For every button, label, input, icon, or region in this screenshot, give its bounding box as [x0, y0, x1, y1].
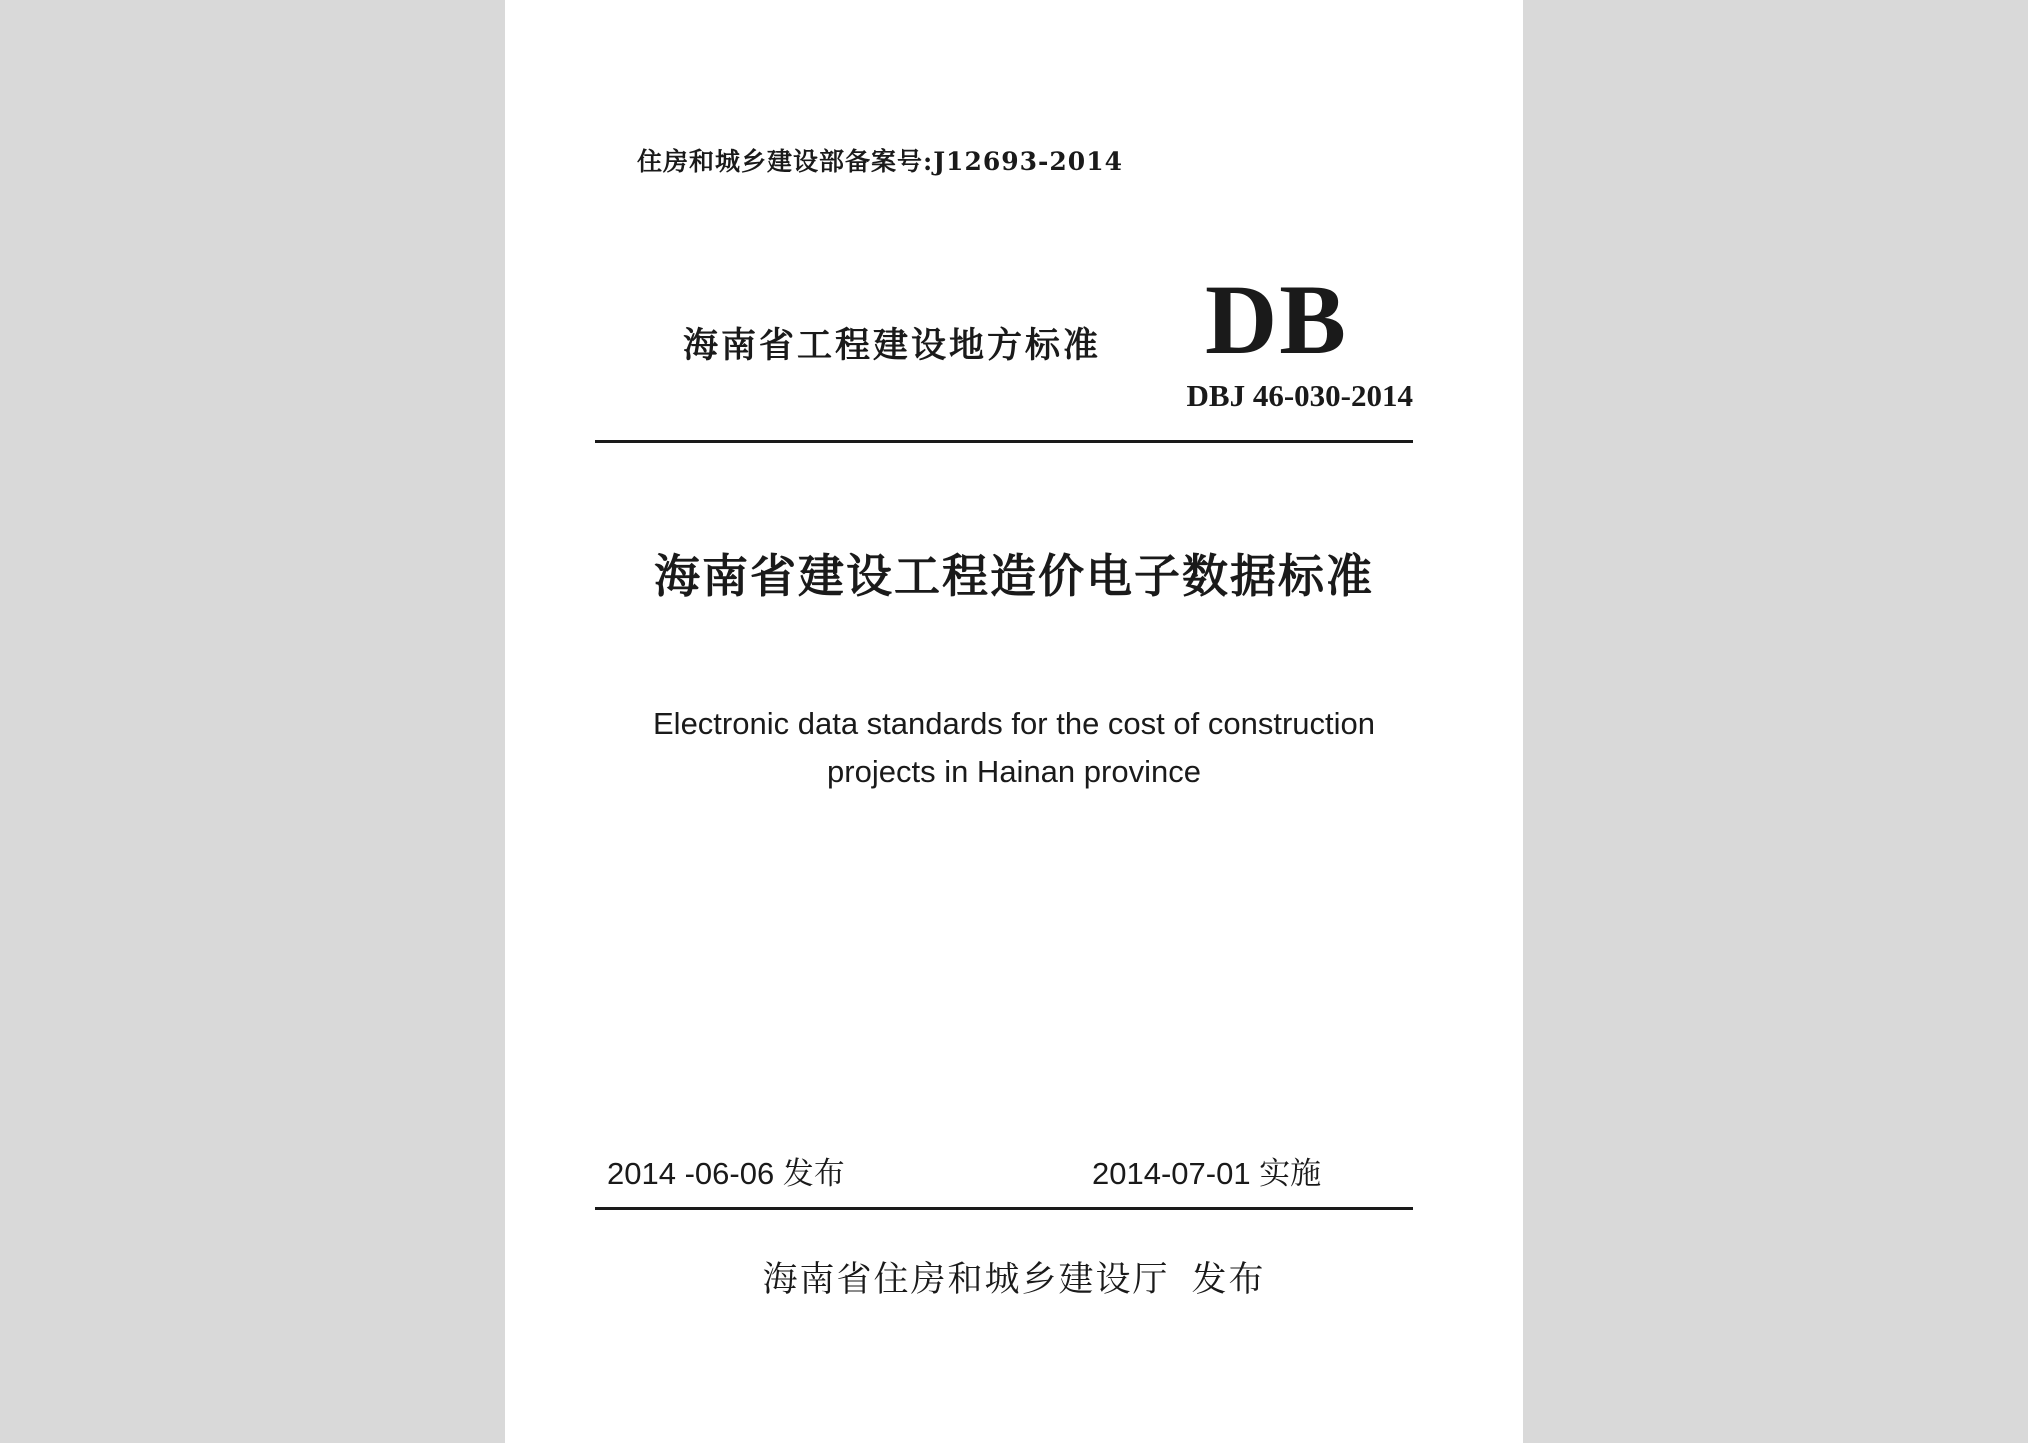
implementation-date: 2014-07-01 实施 [1092, 1156, 1322, 1191]
publisher-suffix: 发布 [1191, 1260, 1266, 1300]
db-mark: DB [1205, 264, 1348, 375]
top-divider [595, 440, 1413, 443]
publisher-name: 海南省住房和城乡建设厅 [762, 1260, 1170, 1300]
title-english [505, 700, 1523, 796]
title-chinese: 海南省建设工程造价电子数据标准 [654, 549, 1374, 603]
document-page [505, 0, 1523, 1443]
bottom-divider [595, 1207, 1413, 1210]
standard-number: DBJ 46-030-2014 [1186, 378, 1413, 413]
issue-date: 2014 -06-06 发布 [607, 1156, 845, 1191]
standard-category: 海南省工程建设地方标准 [683, 326, 1102, 366]
title-english-line-2: projects in Hainan province [827, 754, 1201, 789]
filing-number: 住房和城乡建设部备案号:J12693-2014 [637, 147, 1123, 176]
title-english-line-1: Electronic data standards for the cost of construction [653, 706, 1375, 741]
publisher [505, 1252, 1523, 1302]
